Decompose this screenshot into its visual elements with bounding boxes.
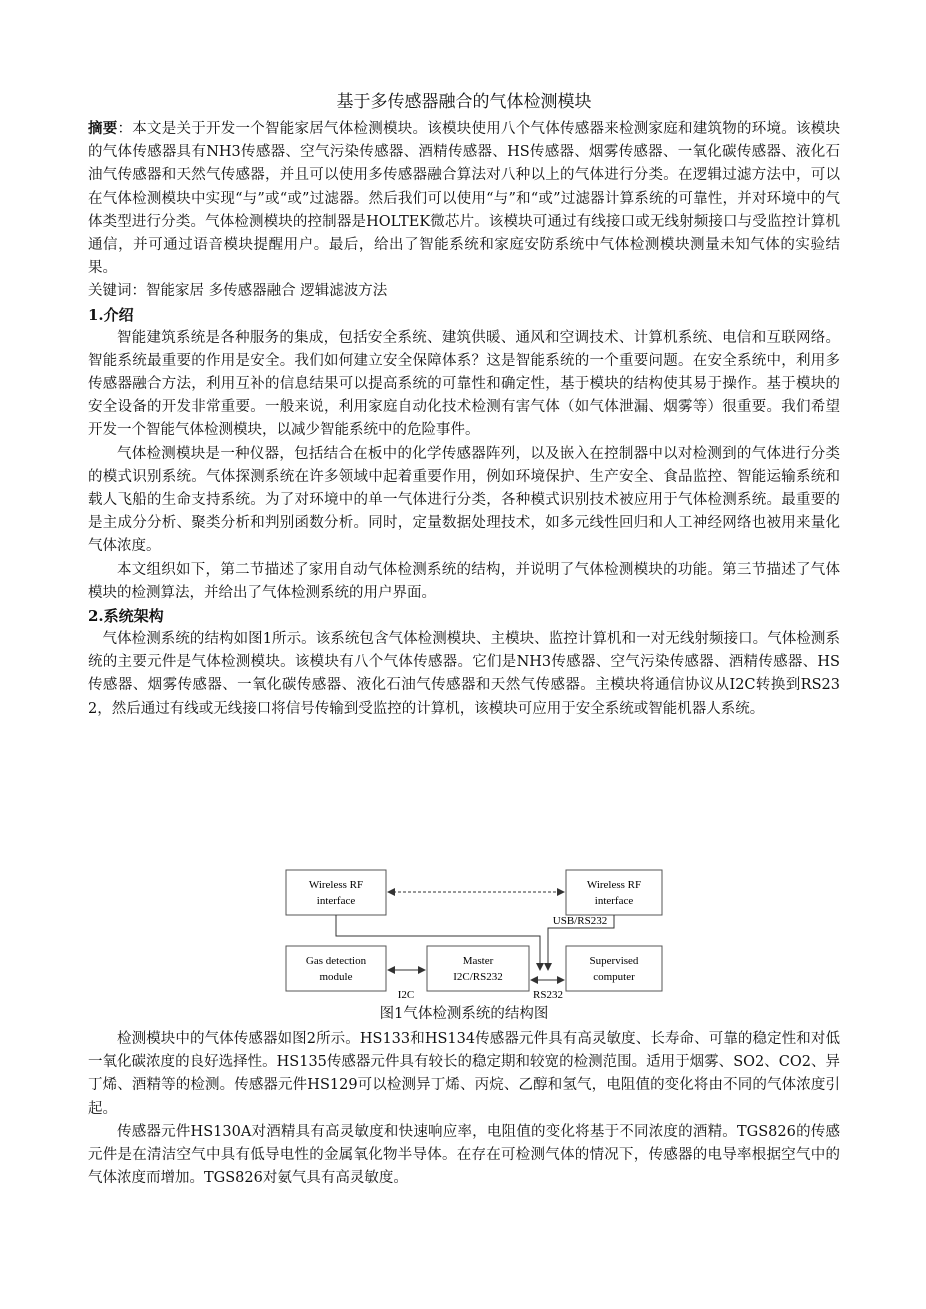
sensor-paragraph-2: 传感器元件HS130A对酒精具有高灵敏度和快速响应率，电阻值的变化将基于不同浓度的酒精。TGS826的传感元件是在清洁空气中具有低导电性的金属氧化物半导体。在存在可检测气体的情况下，传感器的电导率根据空气中的气体浓度而增加。TGS826对氨气具有高灵敏度。 [88,1123,840,1187]
paper-title: 基于多传感器融合的气体检测模块 [336,92,592,112]
intro-paragraph-3: 本文组织如下，第二节描述了家用自动气体检测系统的结构，并说明了气体检测模块的功能。第三节描述了气体模块的检测算法，并给出了气体检测系统的用户界面。 [88,561,840,601]
figure-system-diagram [282,862,664,1002]
master-line2: I2C/RS232 [453,971,503,983]
abstract-block [88,117,840,721]
rf-left-line1: Wireless RF [308,879,364,891]
rf-right-line2: interface [594,895,634,907]
rs232-label: RS232 [533,989,563,1001]
figure-caption: 图1气体检测系统的结构图 [379,1006,549,1022]
sensor-paragraph-1: 检测模块中的气体传感器如图2所示。HS133和HS134传感器元件具有高灵敏度、长寿命、可靠的稳定性和对低一氧化碳浓度的良好选择性。HS135传感器元件具有较长的稳定期和较宽的检测范围。适用于烟雾、SO2、CO2、异丁烯、酒精等的检测。传感器元件HS129可以检测异丁烯、丙烷、乙醇和氢气，电阻值的变化将由不同的气体浓度引起。 [88,1031,840,1117]
master-line1: Master [462,955,494,967]
abstract-text: 本文是关于开发一个智能家居气体检测模块。该模块使用八个气体传感器来检测家庭和建筑物的环境。该模块的气体传感器具有NH3传感器、空气污染传感器、酒精传感器、HS传感器、烟雾传感器、一氧化碳传感器、液化石油气传感器和天然气传感器，并且可以使用多传感器融合算法对八种以上的气体进行分类。在逻辑过滤方法中，可以在气体检测模块中实现“与”或“或”过滤器。然后我们可以使用“与”和“或”过滤器计算系统的可靠性，并对环境中的气体类型进行分类。气体检测模块的控制器是HOLTEK微芯片。该模块可通过有线接口或无线射频接口与受监控计算机通信，并可通过语音模块提醒用户。最后，给出了智能系统和家庭安防系统中气体检测模块测量未知气体的实验结果。 [88,121,840,277]
gas-detection-box [286,946,386,991]
master-box [427,946,529,991]
after-figure-block [88,1028,840,1190]
usb-rs232-label: USB/RS232 [552,915,608,927]
supervised-computer-box [566,946,662,991]
abstract-paragraph [88,117,840,280]
keywords-line: 关键词：智能家居 多传感器融合 逻辑滤波方法 [88,283,388,300]
arch-paragraph-1: 气体检测系统的结构如图1所示。该系统包含气体检测模块、主模块、监控计算机和一对无线射频接口。气体检测系统的主要元件是气体检测模块。该模块有八个气体传感器。它们是NH3传感器、空气污染传感器、酒精传感器、HS传感器、烟雾传感器、一氧化碳传感器、液化石油气传感器和天然气传感器。主模块将通信协议从I2C转换到RS232，然后通过有线或无线接口将信号传输到受监控的计算机，该模块可应用于安全系统或智能机器人系统。 [88,631,840,717]
rf-left-line2: interface [316,895,356,907]
rf-right-line1: Wireless RF [586,879,642,891]
rf-left-box [286,870,386,915]
rf-right-box [566,870,662,915]
intro-paragraph-1: 智能建筑系统是各种服务的集成，包括安全系统、建筑供暖、通风和空调技术、计算机系统、电信和互联网络。智能系统最重要的作用是安全。我们如何建立安全保障体系？这是智能系统的一个重要问题。在安全系统中，利用多传感器融合方法，利用互补的信息结果可以提高系统的可靠性和确定性，基于模块的结构使其易于操作。基于模块的安全设备的开发非常重要。一般来说，利用家庭自动化技术检测有害气体（如气体泄漏、烟雾等）很重要。我们希望开发一个智能气体检测模块，以减少智能系统中的危险事件。 [88,329,840,439]
intro-paragraph-2: 气体检测模块是一种仪器，包括结合在板中的化学传感器阵列，以及嵌入在控制器中以对检测到的气体进行分类的模式识别系统。气体探测系统在许多领域中起着重要作用，例如环境保护、生产安全、食品监控、智能运输系统和载人飞船的生命支持系统。为了对环境中的单一气体进行分类，各种模式识别技术被应用于气体检测系统。最重要的是主成分分析、聚类分析和判别函数分析。同时，定量数据处理技术，如多元线性回归和人工神经网络也被用来量化气体浓度。 [88,445,840,555]
abstract-colon: ： [117,121,133,137]
i2c-label: I2C [397,989,415,1001]
section-heading-arch: 2.系统架构 [88,607,164,626]
section-heading-intro: 1.介绍 [88,305,134,324]
computer-line1: Supervised [589,955,639,967]
gas-box-line2: module [319,971,353,983]
computer-line2: computer [593,971,635,983]
abstract-label: 摘要 [88,120,118,137]
gas-box-line1: Gas detection [305,955,367,967]
